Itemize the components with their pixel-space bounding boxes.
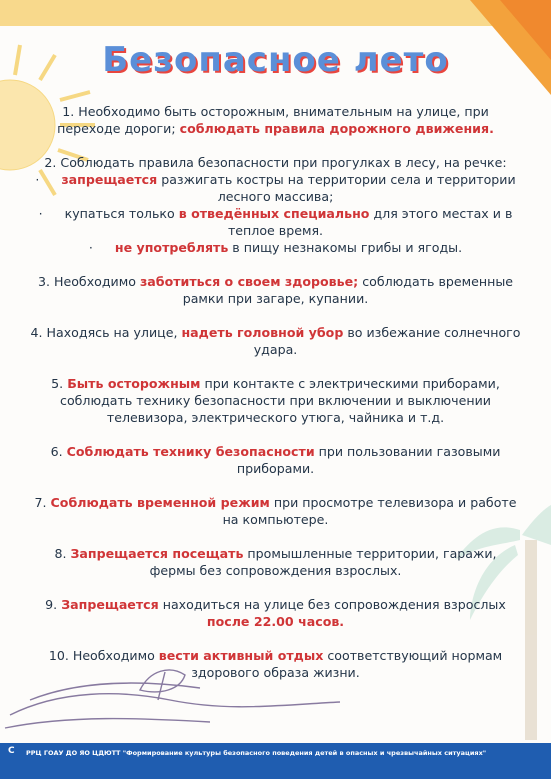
rule-item (30, 545, 521, 579)
rule-text: для этого местах и в теплое время. (227, 206, 513, 238)
highlighted-text: надеть головной убор (181, 325, 344, 340)
rule-paragraph (30, 103, 521, 137)
rule-text: при пользовании газовыми приборами. (236, 444, 501, 476)
footer-bar (0, 743, 551, 779)
rule-text: 6. (50, 444, 67, 459)
rule-text: соблюдать временные рамки при загаре, купании. (182, 274, 514, 306)
rule-text: при контакте с электрическими приборами, соблюдать технику безопасности при включении и выключении телевизора, электрического утюга, чайника и т.д. (60, 376, 500, 425)
rule-text: промышленные территории, гаражи, фермы без сопровождения взрослых. (149, 546, 497, 578)
rule-subitem (30, 205, 521, 239)
rule-text: 3. Необходимо (37, 274, 140, 289)
rule-text: 4. Находясь на улице, (30, 325, 182, 340)
footer-text: РРЦ ГОАУ ДО ЯО ЦДЮТТ "Формирование культуры безопасного поведения детей в опасных и чрезвычайных ситуациях" (26, 749, 487, 757)
highlighted-text: заботиться о своем здоровье; (139, 274, 359, 289)
rule-item (30, 375, 521, 426)
rule-paragraph (30, 154, 521, 171)
rule-text: 2. Соблюдать правила безопасности при прогулках в лесу, на речке: (44, 155, 507, 170)
rule-paragraph (30, 494, 521, 528)
rule-paragraph (30, 324, 521, 358)
highlighted-text: не употреблять (114, 240, 229, 255)
rule-text: в пищу незнакомы грибы и ягоды. (228, 240, 463, 255)
rules-list (30, 103, 521, 698)
rule-text: 10. Необходимо (48, 648, 159, 663)
rule-text: во избежание солнечного удара. (253, 325, 521, 357)
page-title: Безопасное лето (102, 40, 449, 80)
rule-item (30, 494, 521, 528)
rule-text: 7. (34, 495, 51, 510)
rule-item (30, 273, 521, 307)
highlighted-text: после 22.00 часов. (206, 614, 345, 629)
rule-text: 1. Необходимо быть осторожным, внимательным на улице, при переходе дороги; (57, 104, 489, 136)
rule-item (30, 647, 521, 681)
rule-text: купаться только (64, 206, 179, 221)
rule-text: 8. (54, 546, 71, 561)
highlighted-text: Соблюдать временной режим (50, 495, 270, 510)
top-banner (0, 0, 551, 26)
highlighted-text: Запрещается посещать (70, 546, 244, 561)
highlighted-text: в отведённых специально (178, 206, 370, 221)
rule-paragraph (30, 647, 521, 681)
rule-text: при просмотре телевизора и работе на компьютере. (222, 495, 517, 527)
rule-item (30, 324, 521, 358)
highlighted-text: Соблюдать технику безопасности (66, 444, 315, 459)
bullet-icon: · (38, 206, 43, 221)
rule-subitem (30, 171, 521, 205)
rule-text: 5. (51, 376, 68, 391)
bullet-icon: · (35, 172, 40, 187)
rule-item (30, 443, 521, 477)
rule-item (30, 596, 521, 630)
highlighted-text: вести активный отдых (158, 648, 324, 663)
rule-item (30, 154, 521, 256)
highlighted-text: Быть осторожным (67, 376, 201, 391)
rule-paragraph (30, 596, 521, 630)
rule-item (30, 103, 521, 137)
rule-paragraph (30, 443, 521, 477)
rule-paragraph (30, 375, 521, 426)
footer-copyright-symbol: C (8, 746, 15, 756)
rule-paragraph (30, 545, 521, 579)
rule-subitem (30, 239, 521, 256)
highlighted-text: запрещается (61, 172, 158, 187)
rule-text: разжигать костры на территории села и территории лесного массива; (157, 172, 516, 204)
rule-text: находиться на улице без сопровождения взрослых (158, 597, 506, 612)
rule-text: 9. (45, 597, 62, 612)
rule-text: соответствующий нормам здорового образа жизни. (191, 648, 503, 680)
highlighted-text: Запрещается (61, 597, 159, 612)
highlighted-text: соблюдать правила дорожного движения. (179, 121, 494, 136)
bullet-icon: · (88, 240, 93, 255)
rule-paragraph (30, 273, 521, 307)
